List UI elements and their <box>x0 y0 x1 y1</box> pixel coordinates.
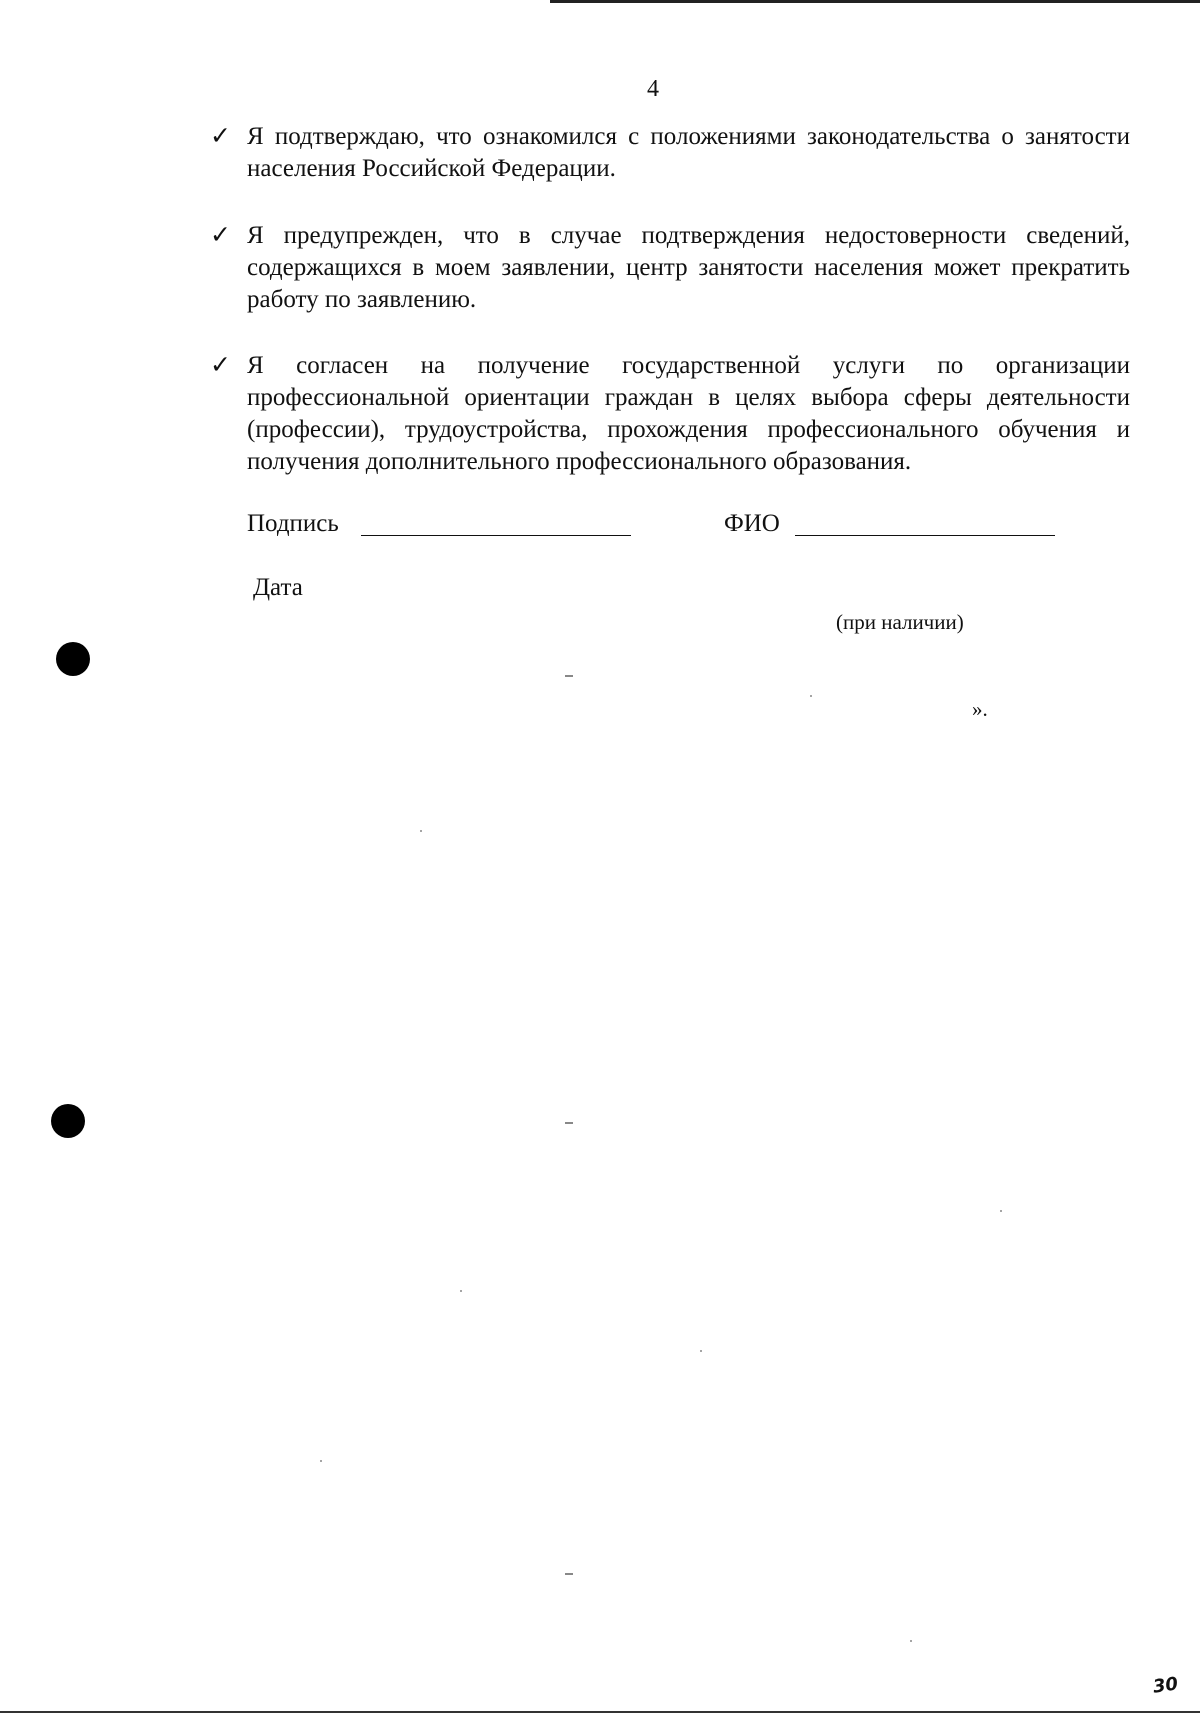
signature-field-line[interactable] <box>361 534 631 536</box>
check-mark-icon: ✓ <box>210 352 231 379</box>
scan-speck <box>810 695 812 697</box>
punch-hole-mark <box>56 642 90 676</box>
if-available-note: (при наличии) <box>836 610 964 634</box>
scan-speck <box>420 830 422 832</box>
bottom-edge-rule <box>0 1711 1200 1713</box>
statement-text: Я предупрежден, что в случае подтверждения недостоверности сведений, содержащихся в моем заявлении, центр занятости населения может прекратить работу по заявлению. <box>247 222 1130 313</box>
statement-text: Я согласен на получение государственной услуги по организации профессиональной ориентации граждан в целях выбора сферы деятельности (профессии), трудоустройства, прохождения профессионального обучения и получения дополнительного профессионального образования. <box>247 352 1130 475</box>
scan-speck <box>320 1460 322 1462</box>
check-mark-icon: ✓ <box>210 222 231 249</box>
fio-label: ФИО <box>724 510 780 537</box>
scan-speck <box>1000 1210 1002 1212</box>
signature-label: Подпись <box>247 510 339 537</box>
check-mark-icon: ✓ <box>210 123 231 150</box>
statement-familiarized <box>210 121 1130 185</box>
scan-speck <box>700 1350 702 1352</box>
top-edge-rule <box>550 0 1200 3</box>
scan-speck <box>565 1122 573 1124</box>
statement-text: Я подтверждаю, что ознакомился с положениями законодательства о занятости населения Российской Федерации. <box>247 123 1130 182</box>
handwritten-page-mark: 30 <box>1151 1673 1180 1698</box>
scan-speck <box>460 1290 462 1292</box>
scan-speck <box>910 1640 912 1642</box>
punch-hole-mark <box>51 1104 85 1138</box>
fio-field-line[interactable] <box>795 534 1055 536</box>
date-label: Дата <box>253 574 303 601</box>
statement-warned <box>210 220 1130 316</box>
statement-consent <box>210 350 1130 478</box>
scan-speck <box>565 675 573 677</box>
page-number: 4 <box>647 76 659 102</box>
closing-quote: ». <box>972 697 988 721</box>
scan-speck <box>565 1573 573 1575</box>
